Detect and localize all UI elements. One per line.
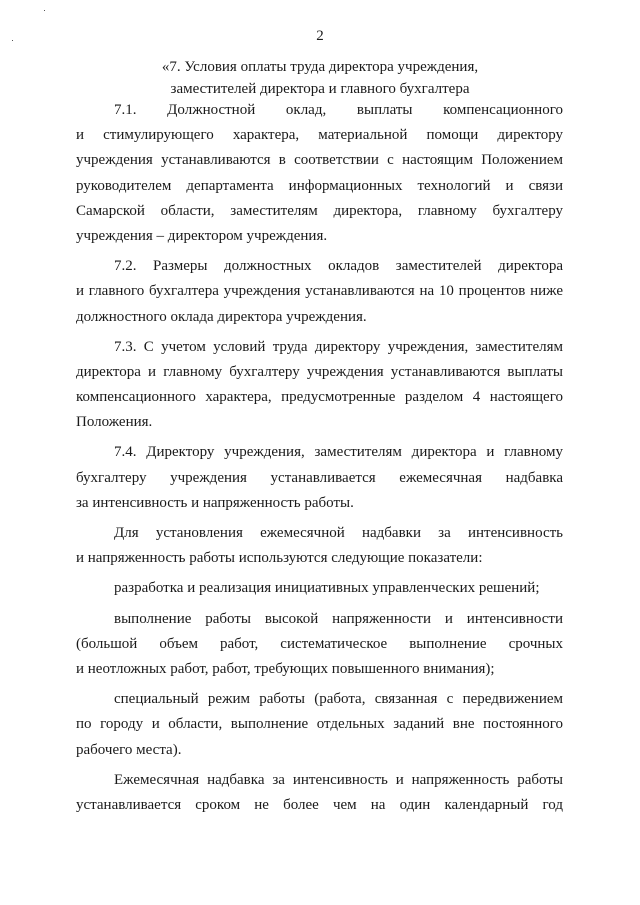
text-line: и неотложных работ, работ, требующих повышенного внимания); <box>76 660 495 677</box>
text-line: учреждения – директором учреждения. <box>76 227 328 244</box>
page-number: 2 <box>316 28 324 44</box>
paragraph <box>76 607 563 683</box>
text-line: по городу и области, выполнение отдельных заданий вне постоянного <box>76 716 563 733</box>
text-line: руководителем департамента информационных технологий и связи <box>76 177 563 194</box>
text-line: и главного бухгалтера учреждения устанавливаются на 10 процентов ниже <box>76 283 563 300</box>
text-line: Самарской области, заместителям директора, главному бухгалтеру <box>76 202 563 219</box>
document-body <box>76 98 563 818</box>
paragraph <box>76 98 563 249</box>
text-line: (большой объем работ, систематическое выполнение срочных <box>76 635 563 652</box>
text-line: за интенсивность и напряженность работы. <box>76 494 354 511</box>
scan-speck <box>44 10 45 11</box>
section-heading <box>0 56 640 100</box>
text-line: Положения. <box>76 414 153 431</box>
paragraph <box>76 335 563 436</box>
paragraph <box>76 576 563 601</box>
text-line: должностного оклада директора учреждения. <box>76 308 367 325</box>
text-line: учреждения устанавливаются в соответствии с настоящим Положением <box>76 152 563 169</box>
text-line: устанавливается сроком не более чем на один календарный год <box>76 796 563 813</box>
text-line: 7.1. Должностной оклад, выплаты компенсационного <box>114 102 563 118</box>
text-line: Ежемесячная надбавка за интенсивность и напряженность работы <box>114 771 563 788</box>
text-line: директора и главному бухгалтеру учреждения устанавливаются выплаты <box>76 363 563 380</box>
paragraph <box>76 521 563 571</box>
paragraph <box>76 254 563 330</box>
paragraph <box>76 768 563 818</box>
text-line: и стимулирующего характера, материальной помощи директору <box>76 127 563 144</box>
text-line: 7.2. Размеры должностных окладов заместителей директора <box>114 258 563 275</box>
text-line: 7.4. Директору учреждения, заместителям директора и главному <box>114 444 563 461</box>
paragraph <box>76 440 563 516</box>
text-line: бухгалтеру учреждения устанавливается ежемесячная надбавка <box>76 469 563 486</box>
text-line: выполнение работы высокой напряженности и интенсивности <box>114 610 563 627</box>
heading-line-1: «7. Условия оплаты труда директора учреждения, <box>161 59 479 75</box>
heading-line-2: заместителей директора и главного бухгалтера <box>170 81 470 97</box>
text-line: Для установления ежемесячной надбавки за интенсивность <box>114 525 563 541</box>
text-line: специальный режим работы (работа, связанная с передвижением <box>114 691 563 708</box>
text-line: рабочего места). <box>76 741 182 758</box>
text-line: разработка и реализация инициативных управленческих решений; <box>114 580 540 597</box>
text-line: и напряженность работы используются следующие показатели: <box>76 550 483 567</box>
paragraph <box>76 687 563 763</box>
text-line: 7.3. С учетом условий труда директору учреждения, заместителям <box>114 338 563 355</box>
text-line: компенсационного характера, предусмотренные разделом 4 настоящего <box>76 389 563 406</box>
